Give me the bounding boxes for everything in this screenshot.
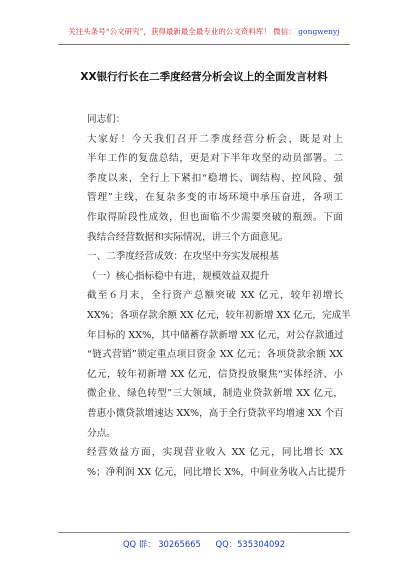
header-banner-wechat-id[interactable]: gongwenyj xyxy=(298,27,340,36)
paragraph-line: 分点。 xyxy=(87,427,116,439)
paragraph-profit xyxy=(87,443,346,482)
paragraph-line: 大家好！今天我们召开二季度经营分析会，既是对上 xyxy=(87,133,343,145)
paragraph-metrics xyxy=(87,286,351,443)
paragraph-line: %；净利润 XX 亿元，同比增长 X%，中间业务收入占比提升 xyxy=(87,466,346,478)
paragraph-line: 亿元，较年初新增 XX 亿元，信贷投放聚焦“实体经济、小 xyxy=(87,368,343,380)
document-title: XX银行行长在二季度经营分析会议上的全面发言材料 xyxy=(80,71,328,83)
footer-contact xyxy=(0,538,408,550)
paragraph-line: 经营效益方面，实现营业收入 XX 亿元，同比增长 XX xyxy=(87,447,343,459)
paragraph-line: 年目标的 XX%，其中储蓄存款新增 XX 亿元，对公存款通过 xyxy=(87,329,344,341)
paragraph-line: “链式营销”锁定重点项目资金 XX 亿元；各项贷款余额 XX xyxy=(87,349,343,361)
paragraph-line: 微企业、绿色转型”三大领域，制造业贷款新增 XX 亿元， xyxy=(87,388,343,400)
paragraph-line: XX%；各项存款余额 XX 亿元，较年初新增 XX 亿元，完成半 xyxy=(87,309,351,321)
section-heading-1: 一、二季度经营成效：在攻坚中夯实发展根基 xyxy=(87,251,279,263)
document-body xyxy=(87,110,351,482)
paragraph-line: 管理”主线，在复杂多变的市场环境中承压奋进，各项工 xyxy=(87,192,343,204)
header-banner-wechat-label: 微信： xyxy=(273,27,296,36)
footer-qq-group[interactable]: QQ 群： 30265665 xyxy=(122,539,201,549)
subsection-heading-1: （一）核心指标稳中有进，规模效益双提升 xyxy=(87,270,270,282)
footer-divider xyxy=(58,532,350,533)
paragraph-intro xyxy=(87,130,343,248)
header-divider xyxy=(58,44,350,45)
header-banner-promo: 关注头条号“公文研究”，获得最新最全最专业的公文资料库！ xyxy=(68,27,271,36)
paragraph-line: 半年工作的复盘总结，更是对下半年攻坚的动员部署。二 xyxy=(87,153,343,165)
paragraph-line: 我结合经营数据和实际情况，讲三个方面意见。 xyxy=(87,231,289,243)
paragraph-line: 作取得阶段性成效，但也面临不少需要突破的瓶颈。下面 xyxy=(87,211,343,223)
footer-qq[interactable]: QQ：535304092 xyxy=(215,539,286,549)
paragraph-line: 季度以来，全行上下紧扣“稳增长、调结构、控风险、强 xyxy=(87,172,343,184)
paragraph-line: 普惠小微贷款增速达 XX%，高于全行贷款平均增速 XX 个百 xyxy=(87,407,344,419)
salutation: 同志们： xyxy=(87,114,126,125)
paragraph-line: 截至６月末，全行资产总额突破 XX 亿元，较年初增长 xyxy=(87,290,343,302)
header-banner xyxy=(0,26,408,37)
